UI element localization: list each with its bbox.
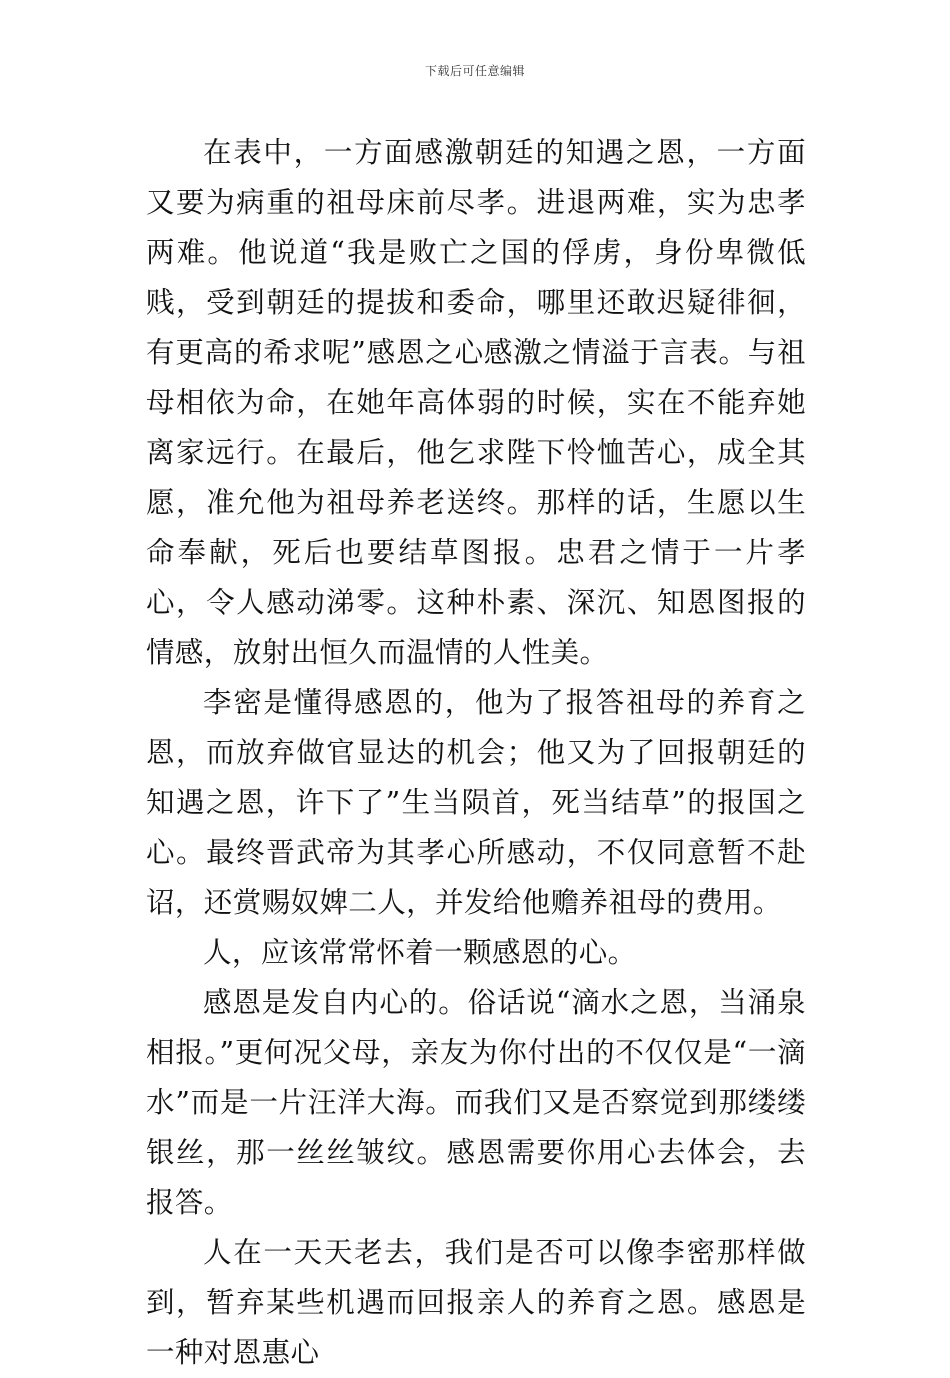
paragraph-2: 李密是懂得感恩的，他为了报答祖母的养育之恩，而放弃做官显达的机会；他又为了回报朝廷的知遇之恩，许下了”生当陨首，死当结草”的报国之心。最终晋武帝为其孝心所感动，不仅同意暂不赴诏，还赏赐奴婢二人，并发给他赡养祖母的费用。 — [146, 686, 806, 919]
paragraph-5: 人在一天天老去，我们是否可以像李密那样做到，暂弃某些机遇而回报亲人的养育之恩。感恩是一种对恩惠心 — [146, 1236, 806, 1369]
paragraph-4: 感恩是发自内心的。俗话说“滴水之恩，当涌泉相报。”更何况父母，亲友为你付出的不仅仅是“一滴水”而是一片汪洋大海。而我们又是否察觉到那缕缕银丝，那一丝丝皱纹。感恩需要你用心去体会，去报答。 — [146, 986, 806, 1219]
paragraph-3: 人，应该常常怀着一颗感恩的心。 — [203, 936, 637, 969]
paragraph-1: 在表中，一方面感激朝廷的知遇之恩，一方面又要为病重的祖母床前尽孝。进退两难，实为忠孝两难。他说道“我是败亡之国的俘虏，身份卑微低贱，受到朝廷的提拔和委命，哪里还敢迟疑徘徊，有更高的希求呢”感恩之心感激之情溢于言表。与祖母相依为命，在她年高体弱的时候，实在不能弃她离家远行。在最后，他乞求陛下怜恤苦心，成全其愿，准允他为祖母养老送终。那样的话，生愿以生命奉献，死后也要结草图报。忠君之情于一片孝心，令人感动涕零。这种朴素、深沉、知恩图报的情感，放射出恒久而温情的人性美。 — [146, 136, 806, 669]
document-body — [146, 128, 806, 1378]
page-header-note: 下载后可任意编辑 — [424, 64, 525, 78]
